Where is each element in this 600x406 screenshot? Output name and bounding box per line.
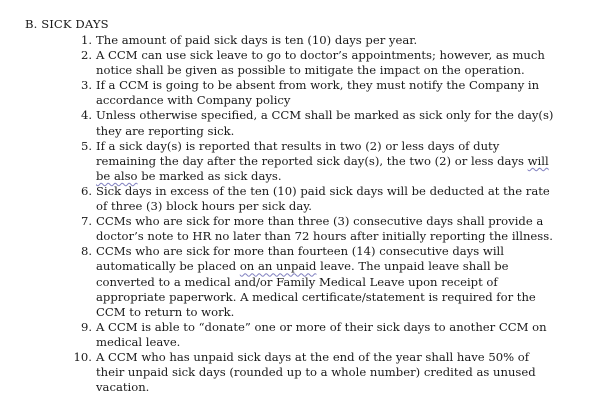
list-item: [70, 139, 555, 184]
item-text: CCMs who are sick for more than three (3) consecutive days shall provide a doctor’s note to HR no later than 72 hours after initially reporting the illness.: [96, 214, 553, 244]
list-item: [70, 184, 555, 214]
item-text-part: leave. The unpaid leave shall be converted to a medical and/or Family Medical Leave upon receipt of appropriate paperwork. A medical certificate/statement is required for the CCM to return to work.: [96, 259, 536, 319]
item-number: 9.: [80, 319, 92, 334]
item-text: Sick days in excess of the ten (10) paid sick days will be deducted at the rate of three (3) block hours per sick day.: [96, 183, 550, 214]
item-text-part: CCMs who are sick for more than fourteen (14) consecutive days will automatically be placed: [96, 244, 504, 274]
list-item: [70, 214, 555, 244]
list-item: [70, 48, 555, 78]
sick-days-list: [70, 33, 555, 395]
spellcheck-marked-text: will be also: [96, 153, 549, 183]
item-number: 6.: [80, 183, 92, 198]
item-text-part: If a sick day(s) is reported that results in two (2) or less days of duty remaining the day after the reported sick day(s), the two (2) or less days: [96, 138, 528, 168]
item-number: 4.: [80, 108, 92, 123]
item-text: If a CCM is going to be absent from work, they must notify the Company in accordance with Company policy: [96, 78, 540, 108]
list-item: [70, 78, 555, 108]
item-number: 3.: [80, 78, 92, 93]
list-item: [70, 350, 555, 395]
list-item: [70, 33, 555, 48]
item-number: 1.: [80, 33, 92, 47]
item-text: The amount of paid sick days is ten (10) days per year.: [96, 33, 418, 47]
list-item: [70, 320, 555, 350]
item-number: 7.: [80, 214, 92, 229]
item-number: 2.: [80, 48, 92, 63]
section-heading: B. SICK DAYS: [25, 17, 109, 31]
spellcheck-marked-text: on an unpaid: [239, 259, 317, 274]
item-number: 10.: [73, 349, 92, 364]
item-text: Unless otherwise specified, a CCM shall be marked as sick only for the day(s) they are reporting sick.: [96, 108, 554, 138]
item-number: 8.: [80, 244, 92, 259]
item-text-part: be marked as sick days.: [137, 168, 282, 183]
item-text: [96, 244, 555, 319]
item-text: A CCM is able to “donate” one or more of their sick days to another CCM on medical leave.: [96, 319, 547, 349]
list-item: [70, 108, 555, 138]
list-item: [70, 244, 555, 319]
item-text: A CCM who has unpaid sick days at the end of the year shall have 50% of their unpaid sick days (rounded up to a whole number) credited as unused vacation.: [96, 349, 536, 395]
item-text: [96, 139, 555, 184]
item-number: 5.: [80, 138, 92, 153]
item-text: A CCM can use sick leave to go to doctor’s appointments; however, as much notice shall be given as possible to mitigate the impact on the operation.: [96, 48, 545, 78]
